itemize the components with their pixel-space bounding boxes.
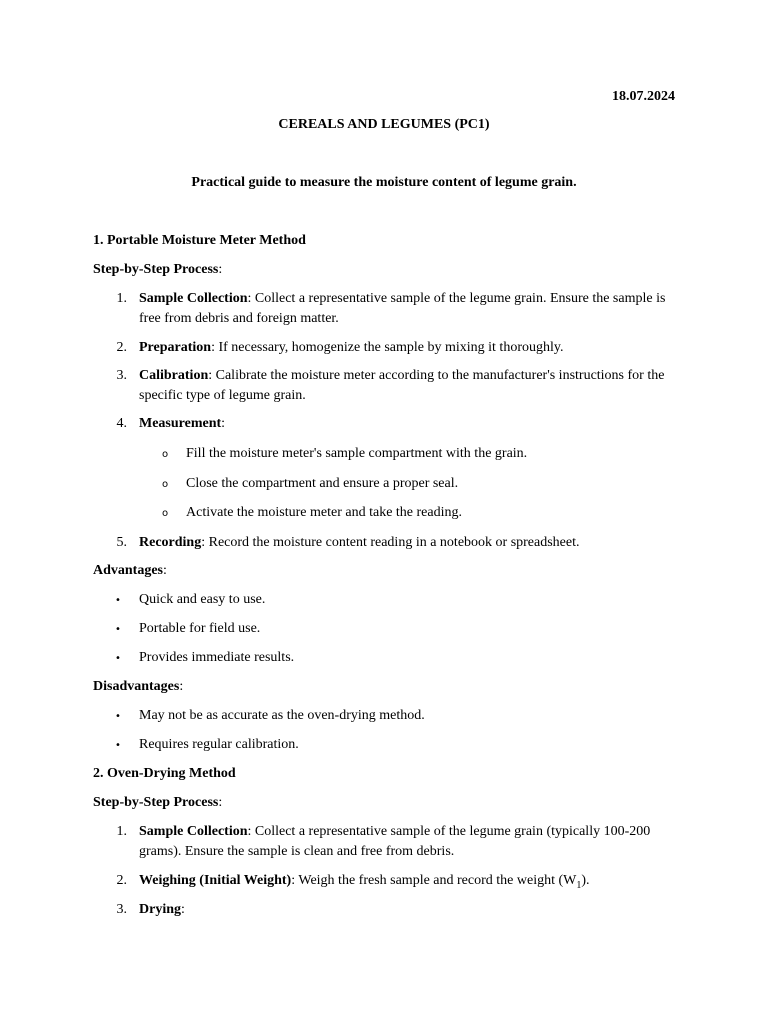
- step-number: 4.: [116, 416, 127, 431]
- step-text: Calibration: Calibrate the moisture meter according to the manufacturer's instructions for the specific type of legume grain.: [139, 368, 665, 403]
- section-1-heading: 1. Portable Moisture Meter Method: [93, 233, 306, 248]
- step-number: 1.: [116, 291, 127, 306]
- section-2-process-label: Step-by-Step Process:: [93, 795, 223, 810]
- circle-bullet-icon: o: [162, 449, 169, 460]
- step-text: Sample Collection: Collect a representative sample of the legume grain (typically 100-200 grams). Ensure the sample is clean and free from debris.: [139, 824, 651, 859]
- step-number: 5.: [116, 535, 127, 550]
- step-number: 3.: [116, 902, 127, 917]
- step-text: Recording: Record the moisture content reading in a notebook or spreadsheet.: [139, 535, 580, 550]
- sub-step-text: Fill the moisture meter's sample compartment with the grain.: [186, 446, 528, 461]
- circle-bullet-icon: o: [162, 508, 169, 519]
- sub-step-text: Close the compartment and ensure a proper seal.: [186, 476, 459, 491]
- bullet-icon: •: [115, 740, 121, 751]
- step-text: Preparation: If necessary, homogenize the sample by mixing it thoroughly.: [139, 340, 564, 355]
- advantage-item: Quick and easy to use.: [139, 592, 266, 607]
- document-subtitle: Practical guide to measure the moisture content of legume grain.: [191, 175, 577, 190]
- disadvantages-label: Disadvantages:: [93, 679, 184, 694]
- disadvantage-item: Requires regular calibration.: [139, 737, 299, 752]
- section-2-heading: 2. Oven-Drying Method: [93, 766, 236, 781]
- sub-step-text: Activate the moisture meter and take the reading.: [186, 505, 463, 520]
- disadvantage-item: May not be as accurate as the oven-drying method.: [139, 708, 425, 723]
- document-title: CEREALS AND LEGUMES (PC1): [278, 117, 490, 132]
- advantage-item: Provides immediate results.: [139, 650, 295, 665]
- advantages-label: Advantages:: [93, 563, 167, 578]
- bullet-icon: •: [115, 711, 121, 722]
- step-number: 2.: [116, 873, 127, 888]
- document-date: 18.07.2024: [612, 89, 675, 104]
- advantage-item: Portable for field use.: [139, 621, 261, 636]
- circle-bullet-icon: o: [162, 479, 169, 490]
- bullet-icon: •: [115, 653, 121, 664]
- step-number: 1.: [116, 824, 127, 839]
- step-number: 2.: [116, 340, 127, 355]
- step-number: 3.: [116, 368, 127, 383]
- bullet-icon: •: [115, 624, 121, 635]
- bullet-icon: •: [115, 595, 121, 606]
- section-1-process-label: Step-by-Step Process:: [93, 262, 223, 277]
- step-text: Drying:: [139, 902, 185, 917]
- step-text: Sample Collection: Collect a representative sample of the legume grain. Ensure the sample is free from debris and foreign matter.: [139, 291, 666, 326]
- step-text: Weighing (Initial Weight): Weigh the fresh sample and record the weight $(W_1)$.: [139, 873, 590, 891]
- step-text: Measurement:: [139, 416, 226, 431]
- subscript: 1: [576, 879, 582, 891]
